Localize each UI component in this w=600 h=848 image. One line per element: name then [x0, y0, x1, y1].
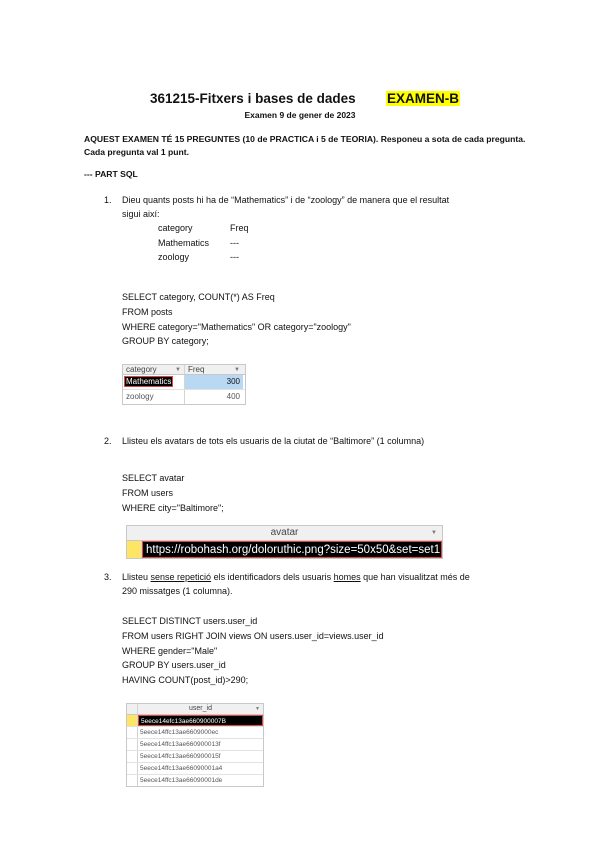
sql-line: GROUP BY users.user_id — [122, 660, 226, 671]
expected-result-table — [158, 221, 249, 265]
cell-avatar-url[interactable]: https://robohash.org/doloruthic.png?size=50x50&set=set1 — [142, 541, 442, 558]
question-3-line-1: Llisteu sense repetició els identificadors dels usuaris homes que han visualitzat més de — [122, 572, 470, 582]
table-row[interactable] — [123, 375, 245, 390]
column-header-user-id[interactable]: user_id ▼ — [189, 705, 260, 712]
table-row[interactable] — [127, 751, 263, 763]
cell-category[interactable]: zoology — [123, 390, 185, 404]
question-1-sql — [122, 290, 351, 349]
dropdown-arrow-icon[interactable]: ▼ — [175, 367, 181, 373]
dropdown-arrow-icon[interactable]: ▼ — [234, 367, 240, 373]
sql-line: WHERE gender="Male" — [122, 645, 218, 656]
cell-user-id[interactable]: 5eece14ffc13ae660900015f — [140, 753, 221, 760]
query-1-result-grid — [122, 364, 246, 405]
question-1-number: 1. — [104, 195, 112, 205]
question-2-text: Llisteu els avatars de tots els usuaris de la ciutat de “Baltimore” (1 columna) — [122, 436, 425, 446]
exam-title: 361215-Fitxers i bases de dades — [150, 91, 356, 106]
row-selector[interactable] — [127, 739, 138, 750]
sql-line: GROUP BY category; — [122, 336, 209, 347]
sql-line: FROM users RIGHT JOIN views ON users.user_id=views.user_id — [122, 630, 384, 641]
dropdown-arrow-icon[interactable]: ▼ — [255, 706, 260, 712]
expected-cell: --- — [230, 237, 239, 248]
instructions-line-1: AQUEST EXAMEN TÉ 15 PREGUNTES (10 de PRACTICA i 5 de TEORIA). Responeu a sota de cada pregunta. — [84, 134, 526, 144]
column-header-freq[interactable]: Freq ▼ — [188, 365, 240, 374]
section-heading: --- PART SQL — [84, 169, 138, 179]
cell-freq[interactable]: 400 — [226, 392, 240, 401]
question-1-line-2: sigui així: — [122, 208, 160, 219]
sql-line: WHERE city="Baltimore"; — [122, 502, 224, 513]
question-1-text — [122, 194, 542, 221]
expected-cell: --- — [230, 252, 239, 262]
exam-instructions — [84, 133, 544, 159]
expected-cell: category — [158, 223, 193, 233]
sql-line: FROM posts — [122, 306, 173, 317]
table-row[interactable] — [127, 727, 263, 739]
expected-cell: Freq — [230, 223, 249, 233]
sql-line: FROM users — [122, 487, 174, 498]
cell-freq[interactable]: 300 — [185, 375, 243, 389]
row-selector[interactable] — [127, 727, 138, 738]
cell-user-id[interactable]: 5eece14ffc13ae66090001de — [140, 777, 223, 784]
exam-date: Examen 9 de gener de 2023 — [244, 110, 356, 120]
column-header-avatar[interactable]: avatar ▼ — [127, 526, 442, 541]
expected-cell: zoology — [158, 252, 190, 262]
expected-row — [158, 250, 249, 265]
emphasis-distinct: sense repetició — [150, 572, 212, 582]
grid-header — [127, 704, 263, 715]
question-3-sql — [122, 614, 384, 688]
question-2-sql — [122, 471, 224, 515]
sql-line: HAVING COUNT(post_id)>290; — [122, 675, 249, 686]
expected-cell: Mathematics — [158, 237, 210, 248]
cell-user-id[interactable]: 5eece14ffc13ae66090001a4 — [140, 765, 223, 772]
table-row[interactable] — [123, 390, 245, 404]
row-selector[interactable] — [127, 715, 138, 726]
row-selector[interactable] — [127, 541, 142, 558]
sql-line: WHERE category="Mathematics" OR category="zoology" — [122, 321, 351, 332]
question-1-line-1: Dieu quants posts hi ha de “Mathematics” i de “zoology” de manera que el resultat — [122, 195, 450, 205]
cell-user-id[interactable]: 5eece14ffc13ae6609000ec — [140, 729, 219, 736]
sql-line: SELECT DISTINCT users.user_id — [122, 616, 258, 626]
emphasis-men: homes — [333, 572, 361, 582]
instructions-line-2: Cada pregunta val 1 punt. — [84, 147, 190, 157]
query-2-result-grid — [126, 525, 443, 559]
result-rows — [127, 715, 263, 786]
table-row[interactable] — [127, 715, 263, 727]
row-selector[interactable] — [127, 763, 138, 774]
row-selector[interactable] — [127, 751, 138, 762]
expected-row — [158, 236, 249, 251]
sql-line: SELECT avatar — [122, 473, 185, 483]
row-selector[interactable] — [127, 775, 138, 786]
question-3-text — [122, 571, 552, 598]
exam-version-label: EXAMEN-B — [387, 91, 460, 106]
cell-user-id[interactable]: 5eece14ffc13ae660900013f — [140, 741, 221, 748]
question-3-line-2: 290 missatges (1 columna). — [122, 585, 233, 596]
grid-header — [123, 365, 245, 375]
sql-line: SELECT category, COUNT(*) AS Freq — [122, 292, 275, 302]
question-2-number: 2. — [104, 436, 112, 446]
table-row[interactable] — [127, 763, 263, 775]
table-row[interactable] — [127, 739, 263, 751]
table-row[interactable] — [127, 775, 263, 786]
query-3-result-grid — [126, 703, 264, 787]
cell-user-id[interactable]: 5eece14efc13ae660900007B — [138, 715, 263, 726]
dropdown-arrow-icon[interactable]: ▼ — [431, 530, 437, 536]
column-header-category[interactable]: category ▼ — [123, 365, 185, 374]
question-3-number: 3. — [104, 572, 112, 582]
expected-row — [158, 221, 249, 236]
cell-category[interactable]: Mathematics — [126, 377, 172, 386]
table-row[interactable] — [127, 541, 442, 558]
